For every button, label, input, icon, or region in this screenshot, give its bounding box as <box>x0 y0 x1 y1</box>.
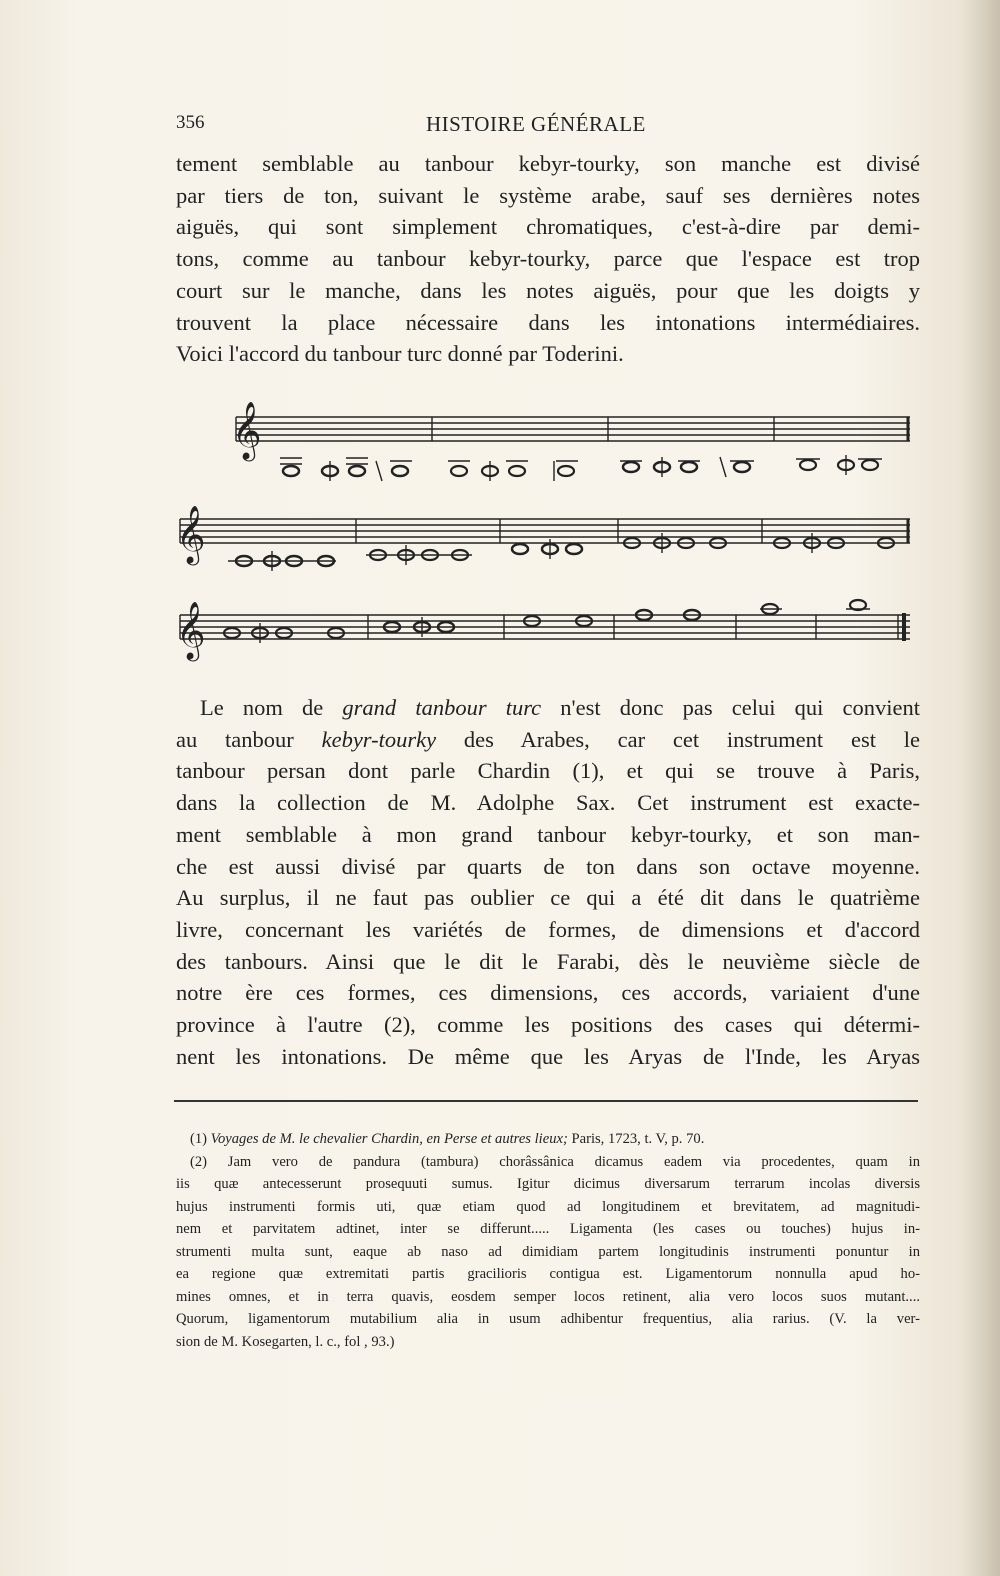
svg-text:𝄞: 𝄞 <box>176 505 206 563</box>
footnote-number: (1) <box>190 1131 211 1147</box>
text-line: livre, concernant les variétés de formes, de dimensions et d'accord <box>176 916 920 942</box>
text-line: tement semblable au tanbour kebyr-tourky, son manche est divisé <box>176 151 920 176</box>
text-run: des Arabes, car cet instrument est le <box>436 726 921 752</box>
text-line <box>176 692 920 724</box>
text-line: aiguës, qui sont simplement chromatiques, c'est-à-dire par demi- <box>176 214 920 240</box>
footnote-title: Voyages de M. le chevalier Chardin, en Perse et autres lieux; <box>210 1131 568 1147</box>
staff-system-1 <box>232 401 910 462</box>
staff-system-2 <box>176 505 910 566</box>
footnote-divider <box>174 1100 918 1102</box>
footnote-2-line: mines omnes, et in terra quavis, eosdem semper locos retinent, alia vero locos suos mutant.... <box>176 1288 920 1305</box>
text-line: tanbour persan dont parle Chardin (1), et qui se trouve à Paris, <box>176 758 920 784</box>
footnote-2-line: sion de M. Kosegarten, l. c., fol , 93.) <box>176 1333 395 1350</box>
svg-text:𝄞: 𝄞 <box>232 401 262 459</box>
text-line: par tiers de ton, suivant le système arabe, sauf ses dernières notes <box>176 182 920 208</box>
text-line: dans la collection de M. Adolphe Sax. Cet instrument est exacte- <box>176 790 920 816</box>
paragraph-1 <box>176 148 920 370</box>
page-header <box>176 112 920 142</box>
text-line <box>176 724 920 756</box>
footnote-2-line: ea regione quæ extremitati partis gracilioris contigua est. Ligamentorum nonnulla apud ho- <box>176 1266 920 1282</box>
footnote-2-line: hujus instrumenti formis uti, quæ etiam quod ad longitudinem et brevitatem, ad magnitudi- <box>176 1198 920 1215</box>
text-line: notre ère ces formes, ces dimensions, ces accords, variaient d'une <box>176 980 920 1006</box>
text-line: ment semblable à mon grand tanbour kebyr-tourky, et son man- <box>176 821 920 847</box>
footnote-2-line: nem et parvitatem adtinet, inter se differunt..... Ligamenta (les cases ou touches) hujus in- <box>176 1221 920 1237</box>
text-line: nent les intonations. De même que les Aryas de l'Inde, les Aryas <box>176 1043 920 1069</box>
notes-system-2 <box>228 533 894 571</box>
footnotes <box>176 1128 920 1353</box>
text-line: province à l'autre (2), comme les positions des cases qui détermi- <box>176 1012 920 1038</box>
footnote-2-line: Quorum, ligamentorum mutabilium alia in usum adhibentur frequentius, alia rarius. (V. la ver- <box>176 1311 920 1327</box>
text-line: che est aussi divisé par quarts de ton dans son octave moyenne. <box>176 853 920 879</box>
text-run: au tanbour <box>176 726 322 752</box>
text-line: Voici l'accord du tanbour turc donné par Toderini. <box>176 341 624 367</box>
text-line: des tanbours. Ainsi que le dit le Farabi, dès le neuvième siècle de <box>176 948 920 974</box>
text-run: Le nom de <box>200 695 343 720</box>
svg-text:𝄞: 𝄞 <box>176 601 206 659</box>
notes-system-1 <box>280 455 882 481</box>
music-notation-tuning <box>170 395 930 685</box>
paragraph-2 <box>176 692 920 1072</box>
text-line: tons, comme au tanbour kebyr-tourky, parce que l'espace est trop <box>176 246 920 272</box>
italic-term: kebyr-tourky <box>321 726 437 752</box>
running-title: HISTOIRE GÉNÉRALE <box>426 112 646 136</box>
staff-system-3 <box>176 601 910 662</box>
page-number: 356 <box>176 112 205 133</box>
footnote-2-line: iis quæ antecesserunt prosequuti sumus. Igitur dicimus diversarum terrarum incolas diversis <box>176 1176 920 1192</box>
text-line: trouvent la place nécessaire dans les intonations intermédiaires. <box>176 309 920 335</box>
text-line: court sur le manche, dans les notes aiguës, pour que les doigts y <box>176 277 920 303</box>
text-run: n'est donc pas celui qui convient <box>541 695 920 720</box>
footnote-2-line: strumenti multa sunt, eaque ab naso ad dimidiam partem longitudinis instrumenti ponuntur in <box>176 1243 920 1260</box>
text-run: Paris, 1723, t. V, p. 70. <box>567 1131 705 1147</box>
footnote-2-line: (2) Jam vero de pandura (tambura) chorâssânica dicamus eadem via procedentes, quam in <box>190 1153 920 1170</box>
footnote-1 <box>176 1128 920 1151</box>
text-line: Au surplus, il ne faut pas oublier ce qui a été dit dans le quatrième <box>176 885 920 911</box>
italic-term: grand tanbour turc <box>342 695 542 720</box>
